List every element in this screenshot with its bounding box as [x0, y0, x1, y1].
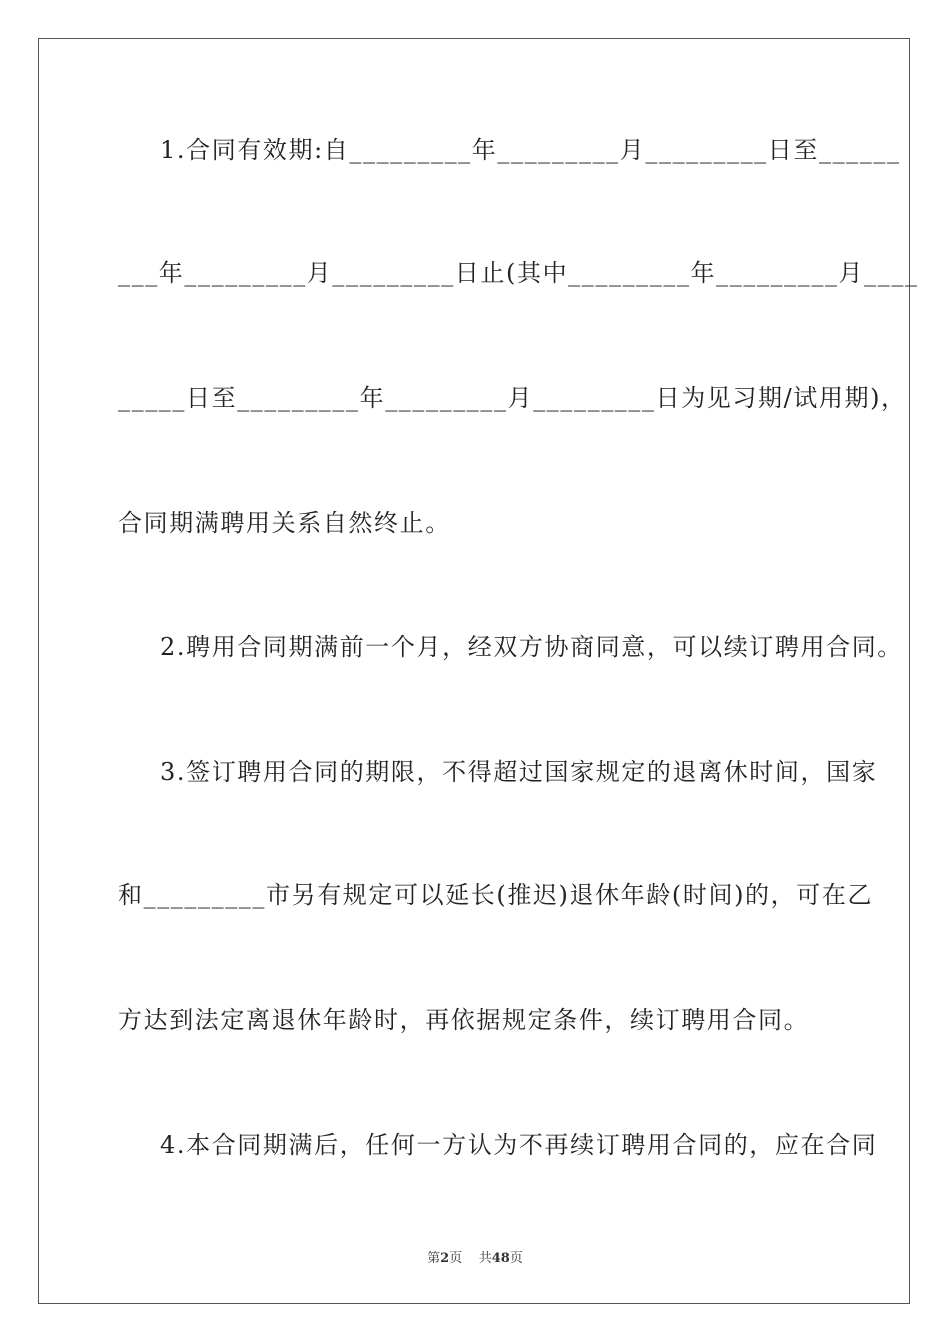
retirement-clause-line-2: 和_________市另有规定可以延长(推迟)退休年龄(时间)的，可在乙: [118, 881, 874, 909]
contract-term-line-3: _____日至_________年_________月_________日为见习期/试用期)，: [118, 384, 907, 412]
total-pages: 48: [491, 1251, 510, 1266]
contract-term-line-4: 合同期满聘用关系自然终止。: [118, 509, 451, 537]
total-prefix: 共: [478, 1251, 492, 1266]
total-suffix: 页: [509, 1251, 523, 1266]
contract-term-line-2: ___年_________月_________日止(其中_________年_________月____: [118, 259, 919, 287]
page-border: [38, 38, 919, 1304]
retirement-clause-line-3: 方达到法定离退休年龄时，再依据规定条件，续订聘用合同。: [118, 1006, 810, 1034]
expiry-clause-line-1: 4.本合同期满后，任何一方认为不再续订聘用合同的，应在合同: [160, 1131, 878, 1159]
contract-term-line-1: 1.合同有效期:自_________年_________月_________日至______: [160, 136, 901, 164]
renewal-clause-line: 2.聘用合同期满前一个月，经双方协商同意，可以续订聘用合同。: [160, 633, 903, 661]
page-suffix: 页: [449, 1251, 463, 1266]
retirement-clause-line-1: 3.签订聘用合同的期限，不得超过国家规定的退离休时间，国家: [160, 758, 878, 786]
page-number: 2: [440, 1251, 450, 1266]
page-footer: [0, 1247, 950, 1266]
page-prefix: 第: [427, 1251, 441, 1266]
